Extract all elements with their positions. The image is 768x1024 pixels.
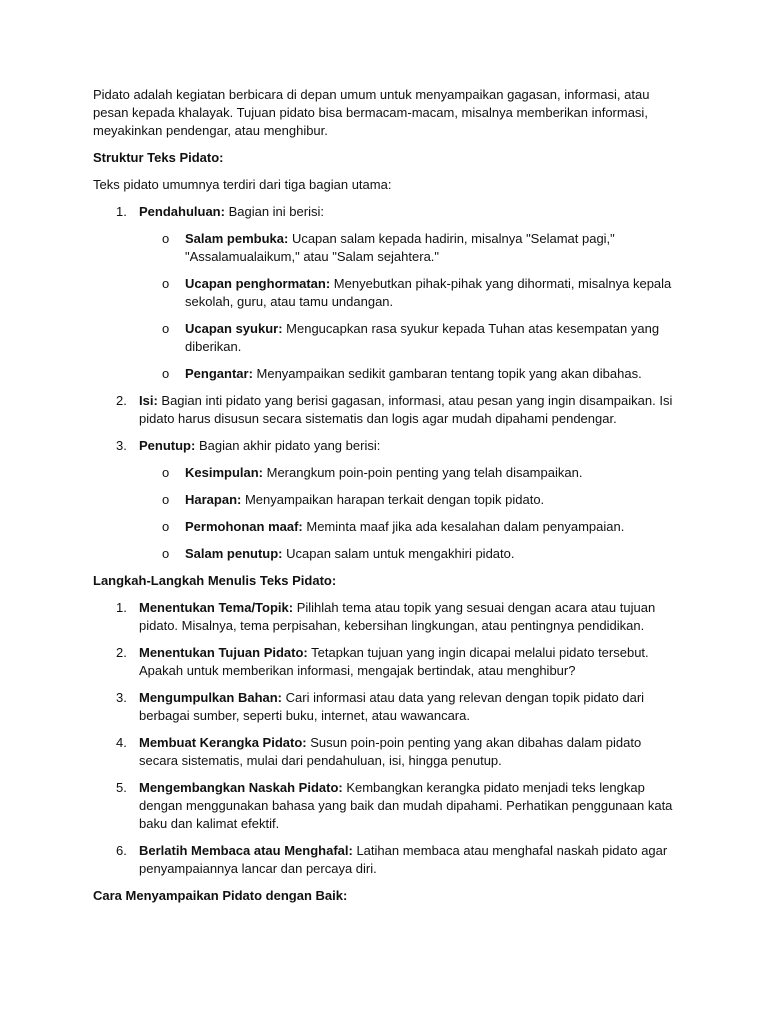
item-term: Penutup: (139, 438, 196, 453)
list-item (93, 599, 673, 635)
item-term: Salam pembuka: (185, 231, 289, 246)
list-item (93, 842, 673, 878)
item-desc: Mengucapkan rasa syukur kepada Tuhan atas kesempatan yang diberikan. (185, 321, 660, 354)
item-desc: Pilihlah tema atau topik yang sesuai dengan acara atau tujuan pidato. Misalnya, tema perpisahan, kebersihan lingkungan, atau pentingnya pendidikan. (139, 600, 656, 633)
item-desc: Menyampaikan harapan terkait dengan topik pidato. (241, 492, 545, 507)
item-term: Menentukan Tema/Topik: (139, 600, 294, 615)
item-term: Berlatih Membaca atau Menghafal: (139, 843, 353, 858)
item-term: Membuat Kerangka Pidato: (139, 735, 307, 750)
bullet-icon: o (162, 231, 170, 246)
item-term: Permohonan maaf: (185, 519, 303, 534)
sublist (139, 230, 673, 383)
item-desc: Tetapkan tujuan yang ingin dicapai melalui pidato tersebut. Apakah untuk memberikan informasi, mengajak bertindak, atau menghibur? (139, 645, 649, 678)
item-desc: Ucapan salam untuk mengakhiri pidato. (282, 546, 515, 561)
sublist-item (139, 518, 673, 536)
item-term: Pengantar: (185, 366, 253, 381)
list-number: 2. (116, 645, 127, 660)
bullet-icon: o (162, 366, 170, 381)
bullet-icon: o (162, 465, 170, 480)
item-desc: Latihan membaca atau menghafal naskah pidato agar penyampaiannya lancar dan percaya diri. (139, 843, 668, 876)
list-number: 5. (116, 780, 127, 795)
sublist-item (139, 230, 673, 266)
sublist (139, 464, 673, 563)
list-number: 1. (116, 204, 127, 219)
item-desc: Susun poin-poin penting yang akan dibahas dalam pidato secara sistematis, mulai dari pendahuluan, isi, hingga penutup. (139, 735, 642, 768)
item-term: Kesimpulan: (185, 465, 264, 480)
heading-cara: Cara Menyampaikan Pidato dengan Baik: (93, 888, 348, 903)
list-item (93, 392, 673, 428)
item-term: Isi: (139, 393, 158, 408)
sublist-item (139, 365, 673, 383)
item-term: Ucapan syukur: (185, 321, 283, 336)
struktur-intro: Teks pidato umumnya terdiri dari tiga bagian utama: (93, 177, 392, 192)
list-number: 2. (116, 393, 127, 408)
intro-paragraph: Pidato adalah kegiatan berbicara di depan umum untuk menyampaikan gagasan, informasi, atau pesan kepada khalayak. Tujuan pidato bisa bermacam-macam, misalnya memberikan informasi, meyakinkan pendengar, atau menghibur. (93, 87, 650, 138)
list-item (93, 734, 673, 770)
item-desc: Meminta maaf jika ada kesalahan dalam penyampaian. (302, 519, 625, 534)
bullet-icon: o (162, 492, 170, 507)
heading-langkah: Langkah-Langkah Menulis Teks Pidato: (93, 573, 337, 588)
list-item (93, 779, 673, 833)
item-term: Ucapan penghormatan: (185, 276, 331, 291)
item-term: Mengembangkan Naskah Pidato: (139, 780, 343, 795)
item-desc: Merangkum poin-poin penting yang telah disampaikan. (263, 465, 583, 480)
item-desc: Ucapan salam kepada hadirin, misalnya "Selamat pagi," "Assalamualaikum," atau "Salam sejahtera." (185, 231, 615, 264)
list-number: 3. (116, 690, 127, 705)
item-desc: Kembangkan kerangka pidato menjadi teks lengkap dengan menggunakan bahasa yang baik dan mudah dipahami. Perhatikan penggunaan kata baku dan kalimat efektif. (139, 780, 673, 831)
item-desc: Bagian akhir pidato yang berisi: (195, 438, 381, 453)
item-desc: Menyebutkan pihak-pihak yang dihormati, misalnya kepala sekolah, guru, atau tamu undangan. (185, 276, 672, 309)
item-term: Harapan: (185, 492, 242, 507)
sublist-item (139, 491, 673, 509)
item-term: Salam penutup: (185, 546, 283, 561)
item-desc: Cari informasi atau data yang relevan dengan topik pidato dari berbagai sumber, seperti buku, internet, atau wawancara. (139, 690, 645, 723)
list-number: 3. (116, 438, 127, 453)
list-number: 4. (116, 735, 127, 750)
list-number: 1. (116, 600, 127, 615)
item-desc: Bagian inti pidato yang berisi gagasan, informasi, atau pesan yang ingin disampaikan. Isi pidato harus disusun secara sistematis dan logis agar mudah dipahami pendengar. (139, 393, 673, 426)
bullet-icon: o (162, 519, 170, 534)
langkah-list (93, 599, 673, 878)
bullet-icon: o (162, 276, 170, 291)
document-page (93, 86, 673, 914)
struktur-list (93, 203, 673, 563)
item-term: Pendahuluan: (139, 204, 225, 219)
list-item (93, 437, 673, 563)
list-number: 6. (116, 843, 127, 858)
bullet-icon: o (162, 321, 170, 336)
list-item (93, 203, 673, 383)
list-item (93, 689, 673, 725)
sublist-item (139, 464, 673, 482)
heading-struktur: Struktur Teks Pidato: (93, 150, 224, 165)
sublist-item (139, 320, 673, 356)
sublist-item (139, 275, 673, 311)
item-term: Menentukan Tujuan Pidato: (139, 645, 308, 660)
sublist-item (139, 545, 673, 563)
item-desc: Menyampaikan sedikit gambaran tentang topik yang akan dibahas. (252, 366, 642, 381)
bullet-icon: o (162, 546, 170, 561)
list-item (93, 644, 673, 680)
item-term: Mengumpulkan Bahan: (139, 690, 283, 705)
item-desc: Bagian ini berisi: (224, 204, 324, 219)
